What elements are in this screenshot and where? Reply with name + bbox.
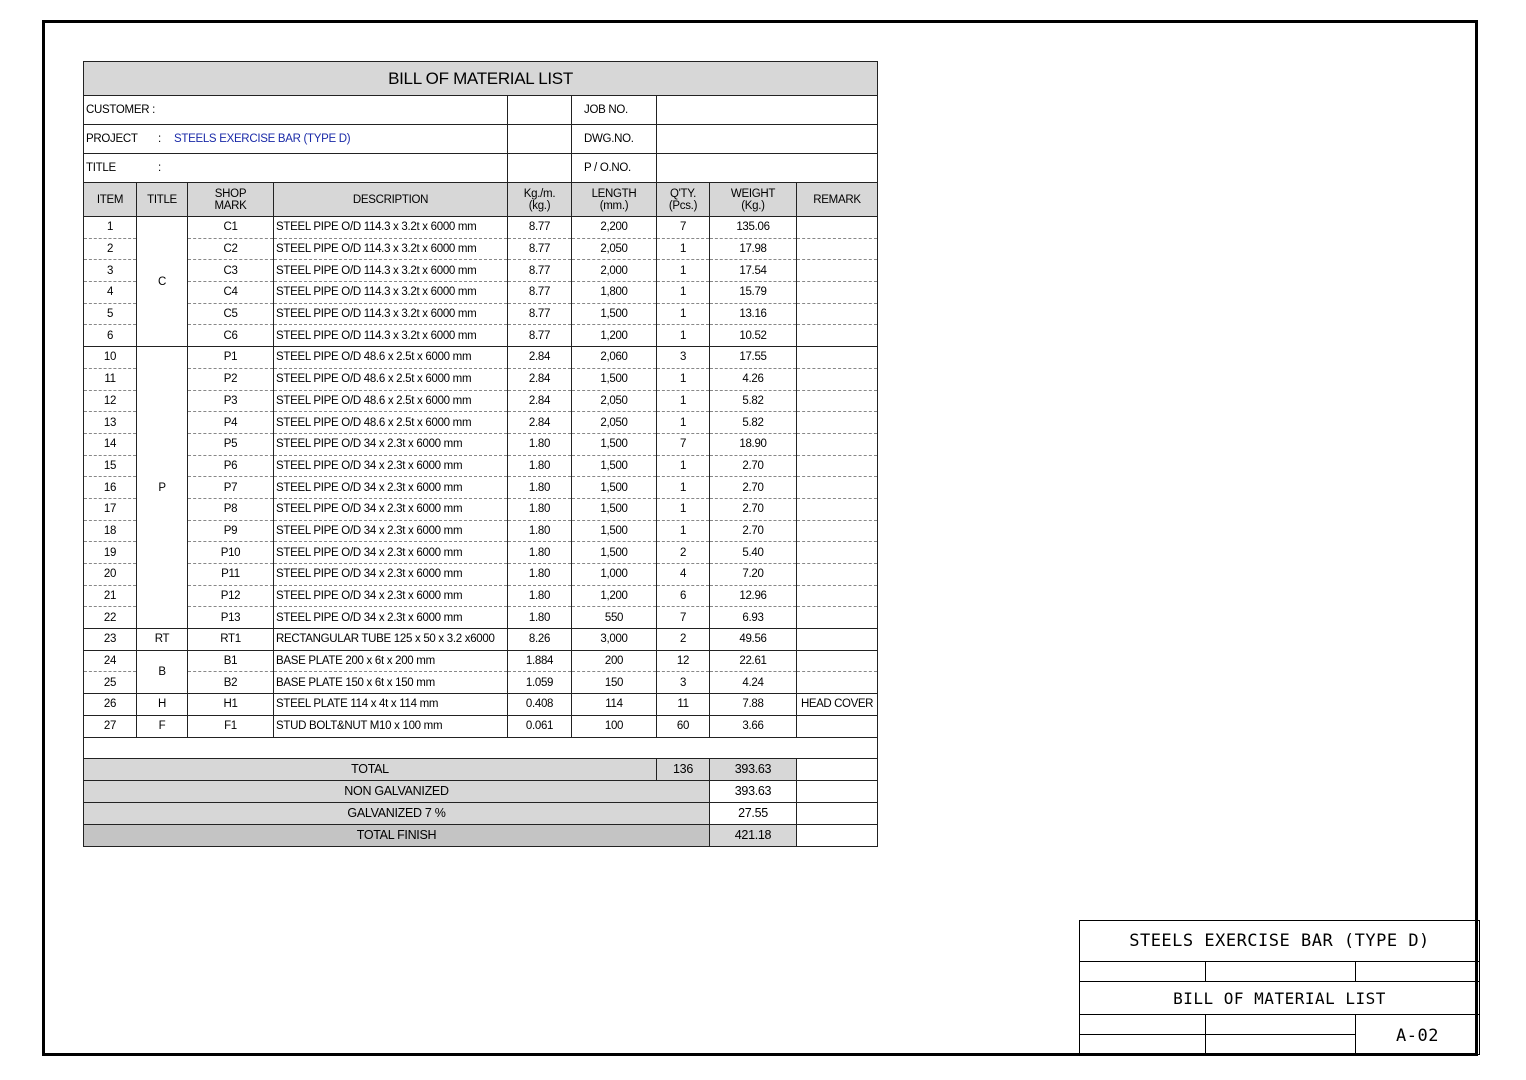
group-title: RT	[137, 629, 188, 651]
kg-per-meter: 8.77	[508, 260, 572, 282]
length: 1,200	[572, 585, 657, 607]
kg-per-meter: 1.80	[508, 520, 572, 542]
header-remark: REMARK	[797, 183, 878, 217]
description: STEEL PIPE O/D 34 x 2.3t x 6000 mm	[274, 520, 508, 542]
quantity: 1	[657, 477, 710, 499]
quantity: 1	[657, 238, 710, 260]
bom-row	[84, 303, 878, 325]
item-number: 3	[84, 260, 137, 282]
bom-row	[84, 650, 878, 672]
item-number: 5	[84, 303, 137, 325]
length: 2,060	[572, 347, 657, 369]
project-label: PROJECT	[86, 133, 138, 145]
bom-row	[84, 238, 878, 260]
description: STEEL PIPE O/D 48.6 x 2.5t x 6000 mm	[274, 390, 508, 412]
kg-per-meter: 1.80	[508, 564, 572, 586]
remark	[797, 650, 878, 672]
remark	[797, 347, 878, 369]
kg-per-meter: 1.80	[508, 542, 572, 564]
shop-mark: P5	[188, 433, 274, 455]
project-cell	[84, 125, 508, 154]
description: STEEL PIPE O/D 34 x 2.3t x 6000 mm	[274, 564, 508, 586]
weight: 2.70	[710, 477, 797, 499]
remark	[797, 368, 878, 390]
remark	[797, 390, 878, 412]
shop-mark: C1	[188, 217, 274, 239]
bom-row	[84, 347, 878, 369]
kg-per-meter: 1.80	[508, 585, 572, 607]
title-row	[84, 154, 878, 183]
weight: 2.70	[710, 520, 797, 542]
item-number: 24	[84, 650, 137, 672]
kg-per-meter: 8.77	[508, 325, 572, 347]
description: STEEL PIPE O/D 34 x 2.3t x 6000 mm	[274, 433, 508, 455]
group-title: B	[137, 650, 188, 693]
non-galvanized-label: NON GALVANIZED	[84, 780, 710, 802]
dwg-no-label: DWG.NO.	[572, 125, 657, 154]
kg-per-meter: 8.77	[508, 282, 572, 304]
remark	[797, 607, 878, 629]
bom-row	[84, 585, 878, 607]
customer-label: CUSTOMER :	[84, 96, 508, 125]
item-number: 15	[84, 455, 137, 477]
header-weight: WEIGHT (Kg.)	[710, 183, 797, 217]
length: 2,000	[572, 260, 657, 282]
remark	[797, 238, 878, 260]
remark	[797, 585, 878, 607]
quantity: 1	[657, 368, 710, 390]
title-block	[1079, 920, 1480, 1055]
shop-mark: B1	[188, 650, 274, 672]
description: STEEL PIPE O/D 114.3 x 3.2t x 6000 mm	[274, 238, 508, 260]
weight: 12.96	[710, 585, 797, 607]
description: STEEL PIPE O/D 34 x 2.3t x 6000 mm	[274, 542, 508, 564]
total-label: TOTAL	[84, 758, 657, 780]
project-row	[84, 125, 878, 154]
length: 1,500	[572, 477, 657, 499]
dwg-no-value	[657, 125, 878, 154]
kg-per-meter: 1.059	[508, 672, 572, 694]
customer-spacer	[508, 96, 572, 125]
title-block-project: STEELS EXERCISE BAR (TYPE D)	[1080, 921, 1480, 962]
title-block-blank-row	[1080, 962, 1480, 982]
shop-mark: P4	[188, 412, 274, 434]
shop-mark: P2	[188, 368, 274, 390]
quantity: 1	[657, 282, 710, 304]
quantity: 2	[657, 629, 710, 651]
kg-per-meter: 8.77	[508, 238, 572, 260]
shop-mark: P13	[188, 607, 274, 629]
blank-cell	[84, 737, 878, 758]
remark	[797, 412, 878, 434]
bom-row	[84, 217, 878, 239]
remark	[797, 455, 878, 477]
description: STEEL PIPE O/D 114.3 x 3.2t x 6000 mm	[274, 303, 508, 325]
item-number: 22	[84, 607, 137, 629]
kg-per-meter: 0.408	[508, 694, 572, 716]
remark	[797, 282, 878, 304]
shop-mark: RT1	[188, 629, 274, 651]
kg-per-meter: 2.84	[508, 412, 572, 434]
weight: 7.88	[710, 694, 797, 716]
project-spacer	[508, 125, 572, 154]
quantity: 2	[657, 542, 710, 564]
description: STUD BOLT&NUT M10 x 100 mm	[274, 715, 508, 737]
kg-per-meter: 1.80	[508, 433, 572, 455]
shop-mark: B2	[188, 672, 274, 694]
description: STEEL PIPE O/D 114.3 x 3.2t x 6000 mm	[274, 325, 508, 347]
description: STEEL PIPE O/D 34 x 2.3t x 6000 mm	[274, 477, 508, 499]
shop-mark: H1	[188, 694, 274, 716]
blank-row	[84, 737, 878, 758]
group-title: F	[137, 715, 188, 737]
shop-mark: P1	[188, 347, 274, 369]
galvanized-row	[84, 802, 878, 824]
job-no-value	[657, 96, 878, 125]
quantity: 1	[657, 520, 710, 542]
quantity: 1	[657, 325, 710, 347]
weight: 22.61	[710, 650, 797, 672]
bom-row	[84, 260, 878, 282]
shop-mark: C2	[188, 238, 274, 260]
header-length: LENGTH (mm.)	[572, 183, 657, 217]
quantity: 7	[657, 217, 710, 239]
bom-row	[84, 564, 878, 586]
title-spacer	[508, 154, 572, 183]
shop-mark: P9	[188, 520, 274, 542]
bom-row	[84, 390, 878, 412]
length: 1,500	[572, 542, 657, 564]
group-title: C	[137, 217, 188, 347]
total-remark	[797, 758, 878, 780]
po-no-label: P / O.NO.	[572, 154, 657, 183]
description: BASE PLATE 200 x 6t x 200 mm	[274, 650, 508, 672]
bom-row	[84, 498, 878, 520]
job-no-label: JOB NO.	[572, 96, 657, 125]
title-cell	[84, 154, 508, 183]
weight: 17.98	[710, 238, 797, 260]
shop-mark: P10	[188, 542, 274, 564]
project-sep: :	[158, 133, 161, 145]
kg-per-meter: 1.80	[508, 455, 572, 477]
length: 1,800	[572, 282, 657, 304]
header-qty: Q'TY. (Pcs.)	[657, 183, 710, 217]
weight: 7.20	[710, 564, 797, 586]
item-number: 16	[84, 477, 137, 499]
title-block-drawing-row	[1080, 982, 1480, 1015]
bom-row	[84, 325, 878, 347]
bom-row	[84, 715, 878, 737]
remark	[797, 325, 878, 347]
kg-per-meter: 8.26	[508, 629, 572, 651]
quantity: 1	[657, 455, 710, 477]
kg-per-meter: 1.884	[508, 650, 572, 672]
header-kg-per-m: Kg./m. (kg.)	[508, 183, 572, 217]
item-number: 2	[84, 238, 137, 260]
kg-per-meter: 2.84	[508, 368, 572, 390]
bom-row	[84, 607, 878, 629]
shop-mark: P3	[188, 390, 274, 412]
length: 1,500	[572, 520, 657, 542]
length: 1,500	[572, 433, 657, 455]
quantity: 1	[657, 260, 710, 282]
bom-row	[84, 433, 878, 455]
quantity: 7	[657, 607, 710, 629]
title-block-project-row	[1080, 921, 1480, 962]
bill-of-material-table	[83, 61, 878, 847]
sheet-number: A-02	[1356, 1015, 1480, 1055]
shop-mark: C6	[188, 325, 274, 347]
remark	[797, 260, 878, 282]
quantity: 3	[657, 672, 710, 694]
quantity: 60	[657, 715, 710, 737]
item-number: 13	[84, 412, 137, 434]
length: 2,200	[572, 217, 657, 239]
weight: 4.24	[710, 672, 797, 694]
length: 1,500	[572, 498, 657, 520]
galvanized-weight: 27.55	[710, 802, 797, 824]
description: STEEL PIPE O/D 34 x 2.3t x 6000 mm	[274, 607, 508, 629]
bom-title-row	[84, 62, 878, 96]
total-finish-label: TOTAL FINISH	[84, 824, 710, 846]
length: 1,500	[572, 303, 657, 325]
weight: 10.52	[710, 325, 797, 347]
item-number: 14	[84, 433, 137, 455]
kg-per-meter: 1.80	[508, 477, 572, 499]
description: STEEL PIPE O/D 34 x 2.3t x 6000 mm	[274, 585, 508, 607]
header-item: ITEM	[84, 183, 137, 217]
description: STEEL PIPE O/D 34 x 2.3t x 6000 mm	[274, 498, 508, 520]
total-qty: 136	[657, 758, 710, 780]
shop-mark: C3	[188, 260, 274, 282]
remark	[797, 217, 878, 239]
length: 1,500	[572, 368, 657, 390]
quantity: 3	[657, 347, 710, 369]
total-weight: 393.63	[710, 758, 797, 780]
total-finish-remark	[797, 824, 878, 846]
non-galvanized-weight: 393.63	[710, 780, 797, 802]
total-finish-row	[84, 824, 878, 846]
bom-row	[84, 477, 878, 499]
item-number: 25	[84, 672, 137, 694]
bom-row	[84, 282, 878, 304]
bom-row	[84, 672, 878, 694]
length: 2,050	[572, 238, 657, 260]
bom-row	[84, 694, 878, 716]
weight: 13.16	[710, 303, 797, 325]
project-value: STEELS EXERCISE BAR (TYPE D)	[174, 133, 351, 145]
item-number: 26	[84, 694, 137, 716]
weight: 135.06	[710, 217, 797, 239]
title-block-drawing-title: BILL OF MATERIAL LIST	[1080, 982, 1480, 1015]
item-number: 11	[84, 368, 137, 390]
remark	[797, 564, 878, 586]
weight: 18.90	[710, 433, 797, 455]
description: STEEL PIPE O/D 114.3 x 3.2t x 6000 mm	[274, 217, 508, 239]
item-number: 27	[84, 715, 137, 737]
item-number: 19	[84, 542, 137, 564]
quantity: 1	[657, 412, 710, 434]
remark	[797, 672, 878, 694]
group-title: H	[137, 694, 188, 716]
item-number: 23	[84, 629, 137, 651]
group-title: P	[137, 347, 188, 629]
description: RECTANGULAR TUBE 125 x 50 x 3.2 x6000	[274, 629, 508, 651]
shop-mark: C4	[188, 282, 274, 304]
shop-mark: P6	[188, 455, 274, 477]
length: 1,200	[572, 325, 657, 347]
remark	[797, 629, 878, 651]
kg-per-meter: 0.061	[508, 715, 572, 737]
kg-per-meter: 8.77	[508, 217, 572, 239]
quantity: 1	[657, 303, 710, 325]
length: 550	[572, 607, 657, 629]
column-header-row	[84, 183, 878, 217]
title-sep: :	[158, 162, 161, 174]
bom-row	[84, 520, 878, 542]
remark	[797, 303, 878, 325]
title-block-sheet-row	[1080, 1015, 1480, 1035]
quantity: 12	[657, 650, 710, 672]
quantity: 11	[657, 694, 710, 716]
item-number: 17	[84, 498, 137, 520]
length: 100	[572, 715, 657, 737]
kg-per-meter: 2.84	[508, 347, 572, 369]
header-title: TITLE	[137, 183, 188, 217]
item-number: 10	[84, 347, 137, 369]
length: 2,050	[572, 390, 657, 412]
length: 150	[572, 672, 657, 694]
title-label: TITLE	[86, 162, 116, 174]
weight: 2.70	[710, 498, 797, 520]
shop-mark: P12	[188, 585, 274, 607]
remark	[797, 433, 878, 455]
shop-mark: P8	[188, 498, 274, 520]
bom-row	[84, 368, 878, 390]
non-galvanized-row	[84, 780, 878, 802]
remark	[797, 498, 878, 520]
item-number: 6	[84, 325, 137, 347]
length: 1,500	[572, 455, 657, 477]
item-number: 4	[84, 282, 137, 304]
quantity: 4	[657, 564, 710, 586]
length: 3,000	[572, 629, 657, 651]
remark	[797, 542, 878, 564]
description: STEEL PIPE O/D 48.6 x 2.5t x 6000 mm	[274, 368, 508, 390]
weight: 3.66	[710, 715, 797, 737]
description: STEEL PIPE O/D 48.6 x 2.5t x 6000 mm	[274, 412, 508, 434]
remark	[797, 477, 878, 499]
weight: 17.54	[710, 260, 797, 282]
non-galvanized-remark	[797, 780, 878, 802]
remark	[797, 715, 878, 737]
quantity: 6	[657, 585, 710, 607]
description: STEEL PIPE O/D 48.6 x 2.5t x 6000 mm	[274, 347, 508, 369]
galvanized-remark	[797, 802, 878, 824]
weight: 2.70	[710, 455, 797, 477]
kg-per-meter: 1.80	[508, 607, 572, 629]
length: 2,050	[572, 412, 657, 434]
description: STEEL PIPE O/D 114.3 x 3.2t x 6000 mm	[274, 260, 508, 282]
item-number: 18	[84, 520, 137, 542]
description: STEEL PIPE O/D 34 x 2.3t x 6000 mm	[274, 455, 508, 477]
bom-row	[84, 455, 878, 477]
bom-row	[84, 412, 878, 434]
weight: 6.93	[710, 607, 797, 629]
galvanized-label: GALVANIZED 7 %	[84, 802, 710, 824]
kg-per-meter: 1.80	[508, 498, 572, 520]
weight: 17.55	[710, 347, 797, 369]
bom-row	[84, 542, 878, 564]
weight: 5.82	[710, 390, 797, 412]
shop-mark: P11	[188, 564, 274, 586]
remark: HEAD COVER	[797, 694, 878, 716]
quantity: 1	[657, 390, 710, 412]
total-finish-weight: 421.18	[710, 824, 797, 846]
item-number: 1	[84, 217, 137, 239]
remark	[797, 520, 878, 542]
shop-mark: F1	[188, 715, 274, 737]
length: 1,000	[572, 564, 657, 586]
header-description: DESCRIPTION	[274, 183, 508, 217]
bom-row	[84, 629, 878, 651]
total-row	[84, 758, 878, 780]
item-number: 20	[84, 564, 137, 586]
length: 114	[572, 694, 657, 716]
weight: 49.56	[710, 629, 797, 651]
quantity: 7	[657, 433, 710, 455]
weight: 5.40	[710, 542, 797, 564]
shop-mark: C5	[188, 303, 274, 325]
customer-row	[84, 96, 878, 125]
kg-per-meter: 8.77	[508, 303, 572, 325]
shop-mark: P7	[188, 477, 274, 499]
header-shop-mark: SHOP MARK	[188, 183, 274, 217]
description: STEEL PIPE O/D 114.3 x 3.2t x 6000 mm	[274, 282, 508, 304]
description: BASE PLATE 150 x 6t x 150 mm	[274, 672, 508, 694]
item-number: 21	[84, 585, 137, 607]
weight: 4.26	[710, 368, 797, 390]
description: STEEL PLATE 114 x 4t x 114 mm	[274, 694, 508, 716]
length: 200	[572, 650, 657, 672]
weight: 15.79	[710, 282, 797, 304]
kg-per-meter: 2.84	[508, 390, 572, 412]
quantity: 1	[657, 498, 710, 520]
item-number: 12	[84, 390, 137, 412]
po-no-value	[657, 154, 878, 183]
bom-title: BILL OF MATERIAL LIST	[84, 62, 878, 96]
weight: 5.82	[710, 412, 797, 434]
